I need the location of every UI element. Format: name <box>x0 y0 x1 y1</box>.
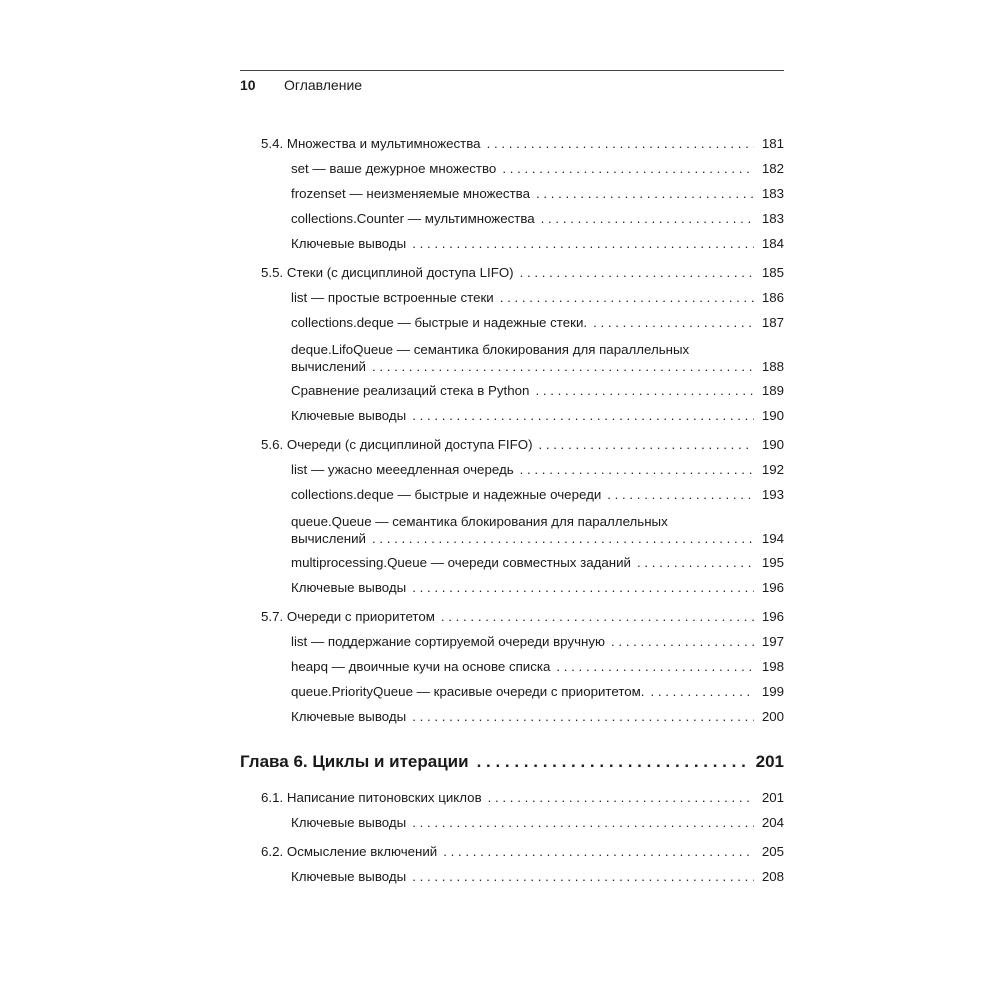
toc-subsection[interactable] <box>291 211 784 227</box>
toc-entry-title: Ключевые выводы <box>291 236 407 251</box>
toc-subsection[interactable] <box>291 290 784 306</box>
dot-leader <box>412 869 754 885</box>
toc-entry-page: 196 <box>761 609 784 624</box>
toc-entry-page: 192 <box>761 462 784 477</box>
toc-section-5-4[interactable] <box>261 136 784 152</box>
dot-leader <box>412 408 754 424</box>
toc-entry-title: Сравнение реализаций стека в Python <box>291 383 530 398</box>
toc-subsection[interactable] <box>291 161 784 177</box>
toc-entry-title: list — простые встроенные стеки <box>291 290 494 305</box>
toc-entry-page: 183 <box>761 211 784 226</box>
toc-entry-title: multiprocessing.Queue — очереди совместных заданий <box>291 555 631 570</box>
dot-leader <box>607 487 754 503</box>
toc-chapter-page: 201 <box>755 752 784 771</box>
toc-subsection-multiline[interactable] <box>291 341 784 375</box>
toc-subsection[interactable] <box>291 383 784 399</box>
toc-entry-title: Ключевые выводы <box>291 580 407 595</box>
toc-entry-page: 182 <box>761 161 784 176</box>
toc-entry-title: Ключевые выводы <box>291 709 407 724</box>
toc-subsection[interactable] <box>291 408 784 424</box>
toc-entry-page: 189 <box>761 383 784 398</box>
toc-section-6-1[interactable] <box>261 790 784 806</box>
toc-subsection[interactable] <box>291 684 784 700</box>
dot-leader <box>651 684 755 700</box>
toc-entry-page: 194 <box>761 531 784 546</box>
toc-entry-title: 6.2. Осмысление включений <box>261 844 438 859</box>
toc-entry-page: 186 <box>761 290 784 305</box>
toc-subsection[interactable] <box>291 634 784 650</box>
dot-leader <box>441 609 754 625</box>
toc-subsection[interactable] <box>291 815 784 831</box>
toc-entry-title: set — ваше дежурное множество <box>291 161 497 176</box>
toc-entry-title: heapq — двоичные кучи на основе списка <box>291 659 551 674</box>
toc-entry-page: 205 <box>761 844 784 859</box>
toc-entry-page: 199 <box>761 684 784 699</box>
toc-subsection[interactable] <box>291 869 784 885</box>
toc-subsection[interactable] <box>291 315 784 331</box>
toc-entry-page: 185 <box>761 265 784 280</box>
dot-leader <box>488 790 754 806</box>
toc-subsection[interactable] <box>291 462 784 478</box>
toc-entry-title-continued: вычислений <box>291 531 366 546</box>
running-header <box>240 70 784 93</box>
toc-entry-page: 187 <box>761 315 784 330</box>
toc-section-5-6[interactable] <box>261 437 784 453</box>
toc-entry-page: 190 <box>761 408 784 423</box>
toc-entry-page: 181 <box>761 136 784 151</box>
dot-leader <box>412 580 754 596</box>
dot-leader <box>502 161 754 177</box>
toc-entry-title: 6.1. Написание питоновских циклов <box>261 790 482 805</box>
dot-leader <box>520 265 754 281</box>
toc-entry-page: 204 <box>761 815 784 830</box>
running-title: Оглавление <box>284 77 363 93</box>
toc-chapter-6[interactable] <box>240 752 784 772</box>
toc-entry-title: deque.LifoQueue — семантика блокирования для параллельных <box>291 342 690 357</box>
toc-entry-title: collections.deque — быстрые и надежные стеки. <box>291 315 588 330</box>
toc-section-5-7[interactable] <box>261 609 784 625</box>
toc-subsection[interactable] <box>291 236 784 252</box>
dot-leader <box>372 358 754 375</box>
toc-entry-title: 5.6. Очереди (с дисциплиной доступа FIFO) <box>261 437 533 452</box>
dot-leader <box>536 186 754 202</box>
toc-entry-page: 201 <box>761 790 784 805</box>
toc-entry-title: frozenset — неизменяемые множества <box>291 186 530 201</box>
toc-entry-title: Ключевые выводы <box>291 815 407 830</box>
dot-leader <box>412 236 754 252</box>
dot-leader <box>477 752 748 772</box>
toc-entry-title: 5.4. Множества и мультимножества <box>261 136 481 151</box>
toc-entry-title: 5.7. Очереди с приоритетом <box>261 609 435 624</box>
dot-leader <box>412 815 754 831</box>
toc-entry-page: 183 <box>761 186 784 201</box>
toc-section-6-2[interactable] <box>261 844 784 860</box>
toc-subsection-multiline[interactable] <box>291 513 784 547</box>
toc-subsection[interactable] <box>291 659 784 675</box>
toc-subsection[interactable] <box>291 555 784 571</box>
dot-leader <box>541 211 754 227</box>
toc-entry-title: queue.Queue — семантика блокирования для параллельных <box>291 514 668 529</box>
toc-entry-page: 190 <box>761 437 784 452</box>
toc-entry-title: collections.deque — быстрые и надежные очереди <box>291 487 602 502</box>
toc-subsection[interactable] <box>291 580 784 596</box>
toc-subsection[interactable] <box>291 186 784 202</box>
toc-subsection[interactable] <box>291 709 784 725</box>
toc-entry-title-continued: вычислений <box>291 359 366 374</box>
toc-entry-title: 5.5. Стеки (с дисциплиной доступа LIFO) <box>261 265 514 280</box>
toc-entry-page: 188 <box>761 359 784 374</box>
toc-entry-title: collections.Counter — мультимножества <box>291 211 535 226</box>
dot-leader <box>372 530 754 547</box>
dot-leader <box>487 136 754 152</box>
dot-leader <box>539 437 754 453</box>
dot-leader <box>556 659 754 675</box>
toc-entry-page: 195 <box>761 555 784 570</box>
toc-entry-page: 196 <box>761 580 784 595</box>
toc-chapter-title: Глава 6. Циклы и итерации <box>240 752 469 771</box>
toc-entry-page: 197 <box>761 634 784 649</box>
toc-entry-page: 200 <box>761 709 784 724</box>
dot-leader <box>412 709 754 725</box>
dot-leader <box>637 555 754 571</box>
toc-entry-title: Ключевые выводы <box>291 869 407 884</box>
dot-leader <box>593 315 754 331</box>
toc-entry-title: queue.PriorityQueue — красивые очереди с приоритетом. <box>291 684 645 699</box>
dot-leader <box>520 462 754 478</box>
dot-leader <box>611 634 754 650</box>
dot-leader <box>500 290 754 306</box>
toc-entry-page: 193 <box>761 487 784 502</box>
toc-entry-title: Ключевые выводы <box>291 408 407 423</box>
toc-subsection[interactable] <box>291 487 784 503</box>
toc-entry-page: 208 <box>761 869 784 884</box>
toc-entry-title: list — ужасно мееедленная очередь <box>291 462 514 477</box>
toc-entry-page: 184 <box>761 236 784 251</box>
dot-leader <box>443 844 754 860</box>
page-number: 10 <box>240 77 256 93</box>
toc-section-5-5[interactable] <box>261 265 784 281</box>
toc-entry-page: 198 <box>761 659 784 674</box>
dot-leader <box>535 383 754 399</box>
toc-entry-title: list — поддержание сортируемой очереди вручную <box>291 634 605 649</box>
